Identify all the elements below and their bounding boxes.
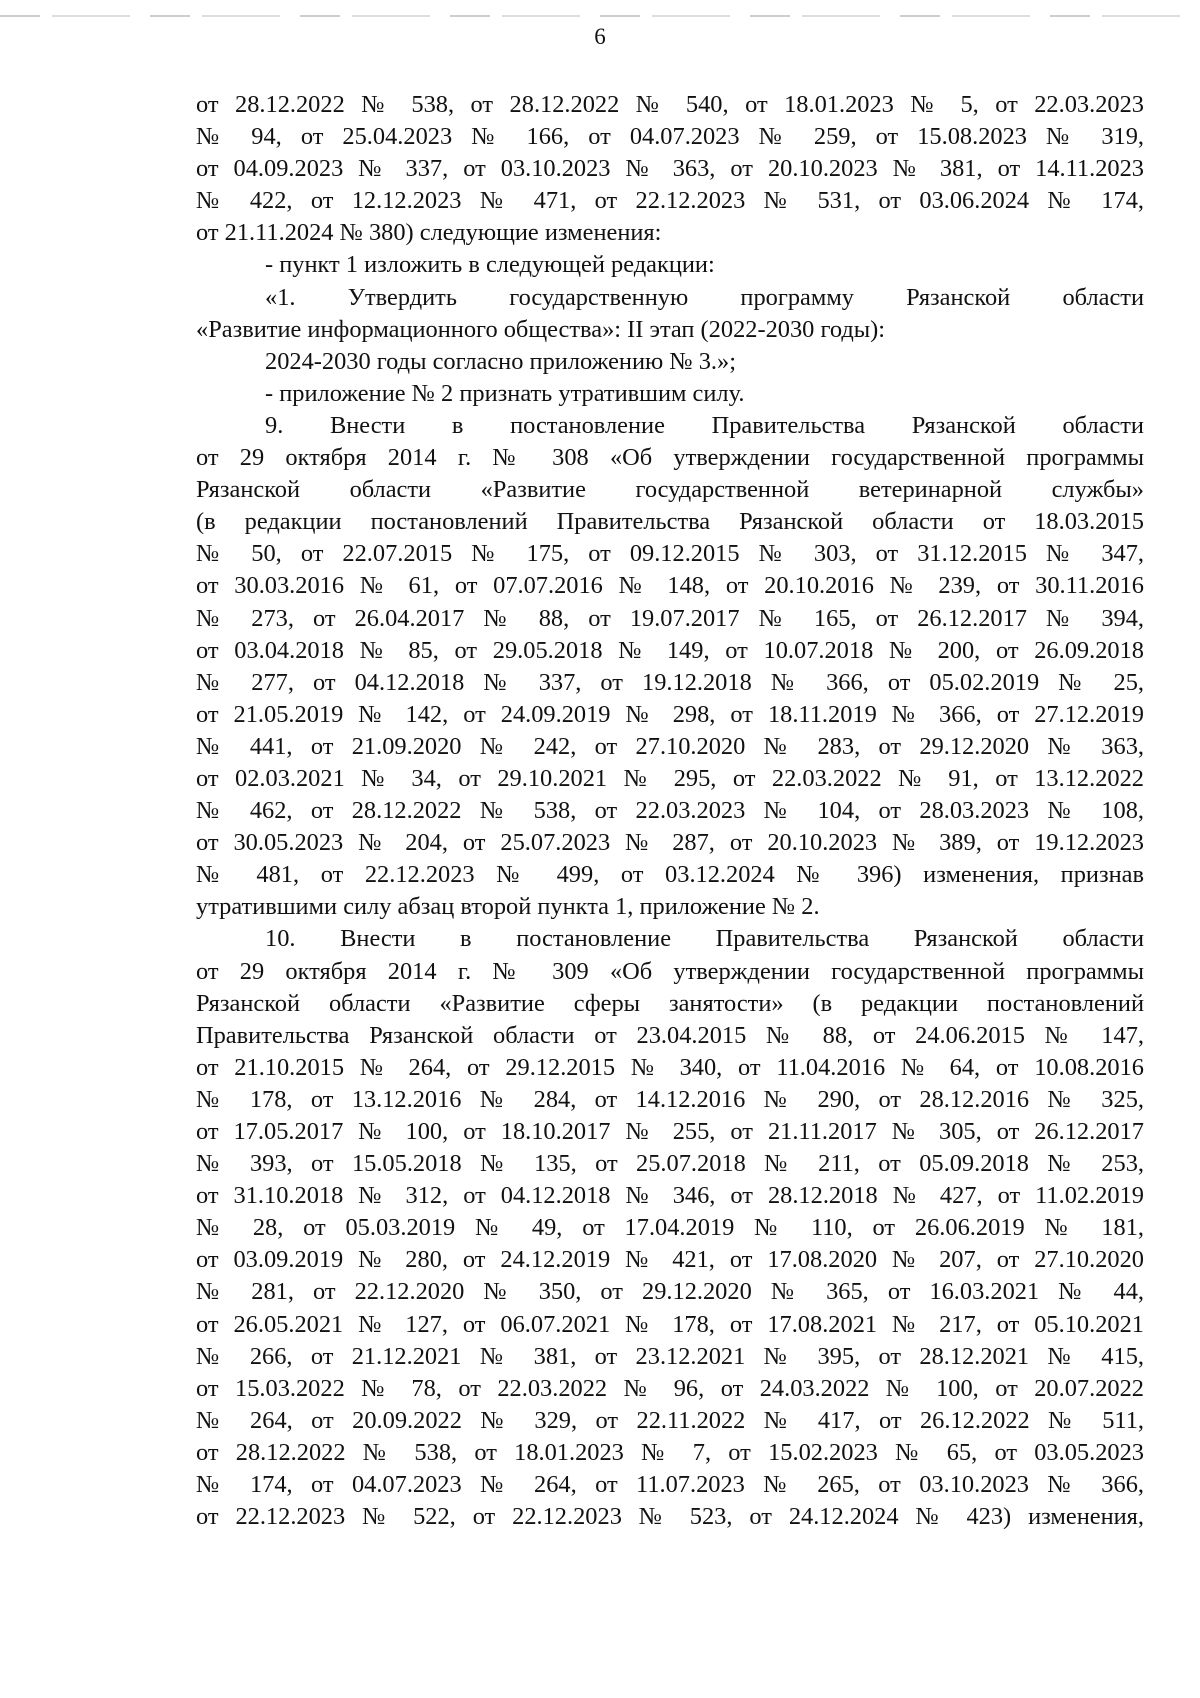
text-line: (в редакции постановлений Правительства Рязанской области от 18.03.2015 <box>196 508 1144 536</box>
text-line: от 17.05.2017 № 100, от 18.10.2017 № 255, от 21.11.2017 № 305, от 26.12.2017 <box>196 1118 1144 1145</box>
text-line: № 462, от 28.12.2022 № 538, от 22.03.2023 № 104, от 28.03.2023 № 108, <box>196 797 1144 825</box>
text-line: № 273, от 26.04.2017 № 88, от 19.07.2017 № 165, от 26.12.2017 № 394, <box>196 604 1144 632</box>
text-line: от 30.05.2023 № 204, от 25.07.2023 № 287, от 20.10.2023 № 389, от 19.12.2023 <box>196 829 1144 857</box>
text-line: № 281, от 22.12.2020 № 350, от 29.12.2020 № 365, от 16.03.2021 № 44, <box>196 1278 1144 1306</box>
text-line: «Развитие информационного общества»: II этап (2022-2030 годы): <box>196 315 886 343</box>
text-line: № 264, от 20.09.2022 № 329, от 22.11.2022 № 417, от 26.12.2022 № 511, <box>196 1406 1144 1434</box>
text-line: № 50, от 22.07.2015 № 175, от 09.12.2015 № 303, от 31.12.2015 № 347, <box>196 540 1144 568</box>
text-line: № 422, от 12.12.2023 № 471, от 22.12.2023 № 531, от 03.06.2024 № 174, <box>196 187 1144 215</box>
text-line: от 28.12.2022 № 538, от 18.01.2023 № 7, от 15.02.2023 № 65, от 03.05.2023 <box>196 1438 1144 1466</box>
text-line: от 29 октября 2014 г. № 309 «Об утверждении государственной программы <box>196 957 1144 985</box>
text-line: № 481, от 22.12.2023 № 499, от 03.12.2024 № 396) изменения, признав <box>196 861 1144 889</box>
text-line: 9. Внести в постановление Правительства Рязанской области <box>265 411 1144 439</box>
text-line: от 22.12.2023 № 522, от 22.12.2023 № 523, от 24.12.2024 № 423) изменения, <box>196 1503 1144 1531</box>
text-line: № 277, от 04.12.2018 № 337, от 19.12.2018 № 366, от 05.02.2019 № 25, <box>196 668 1144 696</box>
text-line: Рязанской области «Развитие сферы занятости» (в редакции постановлений <box>196 989 1144 1017</box>
text-line: от 31.10.2018 № 312, от 04.12.2018 № 346, от 28.12.2018 № 427, от 11.02.2019 <box>196 1182 1144 1210</box>
page-number: 6 <box>594 24 606 49</box>
text-line: от 03.09.2019 № 280, от 24.12.2019 № 421, от 17.08.2020 № 207, от 27.10.2020 <box>196 1246 1144 1274</box>
text-line: от 03.04.2018 № 85, от 29.05.2018 № 149, от 10.07.2018 № 200, от 26.09.2018 <box>196 636 1144 664</box>
text-line: № 266, от 21.12.2021 № 381, от 23.12.2021 № 395, от 28.12.2021 № 415, <box>196 1342 1144 1370</box>
text-line: от 21.11.2024 № 380) следующие изменения: <box>196 219 662 247</box>
text-line: - приложение № 2 признать утратившим силу. <box>265 379 745 407</box>
scan-edge-artifact <box>0 15 1200 17</box>
text-line: от 26.05.2021 № 127, от 06.07.2021 № 178, от 17.08.2021 № 217, от 05.10.2021 <box>196 1310 1144 1338</box>
text-line: утратившими силу абзац второй пункта 1, приложение № 2. <box>196 893 820 921</box>
text-line: от 28.12.2022 № 538, от 28.12.2022 № 540, от 18.01.2023 № 5, от 22.03.2023 <box>196 91 1144 118</box>
text-line: от 21.05.2019 № 142, от 24.09.2019 № 298, от 18.11.2019 № 366, от 27.12.2019 <box>196 700 1144 728</box>
text-line: от 15.03.2022 № 78, от 22.03.2022 № 96, от 24.03.2022 № 100, от 20.07.2022 <box>196 1374 1144 1402</box>
text-line: Рязанской области «Развитие государственной ветеринарной службы» <box>196 476 1144 504</box>
document-body <box>196 89 1144 1533</box>
text-line: № 393, от 15.05.2018 № 135, от 25.07.2018 № 211, от 05.09.2018 № 253, <box>196 1150 1144 1178</box>
text-line: от 04.09.2023 № 337, от 03.10.2023 № 363, от 20.10.2023 № 381, от 14.11.2023 <box>196 155 1144 183</box>
text-line: № 441, от 21.09.2020 № 242, от 27.10.2020 № 283, от 29.12.2020 № 363, <box>196 732 1144 760</box>
text-line: 2024-2030 годы согласно приложению № 3.»; <box>265 347 736 375</box>
text-line: - пункт 1 изложить в следующей редакции: <box>265 251 715 279</box>
text-line: Правительства Рязанской области от 23.04.2015 № 88, от 24.06.2015 № 147, <box>196 1021 1144 1049</box>
text-line: 10. Внести в постановление Правительства Рязанской области <box>265 925 1144 953</box>
text-line: от 02.03.2021 № 34, от 29.10.2021 № 295, от 22.03.2022 № 91, от 13.12.2022 <box>196 764 1144 792</box>
text-line: № 178, от 13.12.2016 № 284, от 14.12.2016 № 290, от 28.12.2016 № 325, <box>196 1085 1144 1113</box>
text-line: № 94, от 25.04.2023 № 166, от 04.07.2023 № 259, от 15.08.2023 № 319, <box>196 123 1144 151</box>
text-line: № 174, от 04.07.2023 № 264, от 11.07.2023 № 265, от 03.10.2023 № 366, <box>196 1471 1144 1499</box>
text-line: «1. Утвердить государственную программу Рязанской области <box>265 283 1144 311</box>
text-line: № 28, от 05.03.2019 № 49, от 17.04.2019 № 110, от 26.06.2019 № 181, <box>196 1214 1144 1242</box>
text-line: от 21.10.2015 № 264, от 29.12.2015 № 340, от 11.04.2016 № 64, от 10.08.2016 <box>196 1053 1144 1081</box>
text-line: от 29 октября 2014 г. № 308 «Об утверждении государственной программы <box>196 444 1144 472</box>
text-line: от 30.03.2016 № 61, от 07.07.2016 № 148, от 20.10.2016 № 239, от 30.11.2016 <box>196 572 1144 600</box>
